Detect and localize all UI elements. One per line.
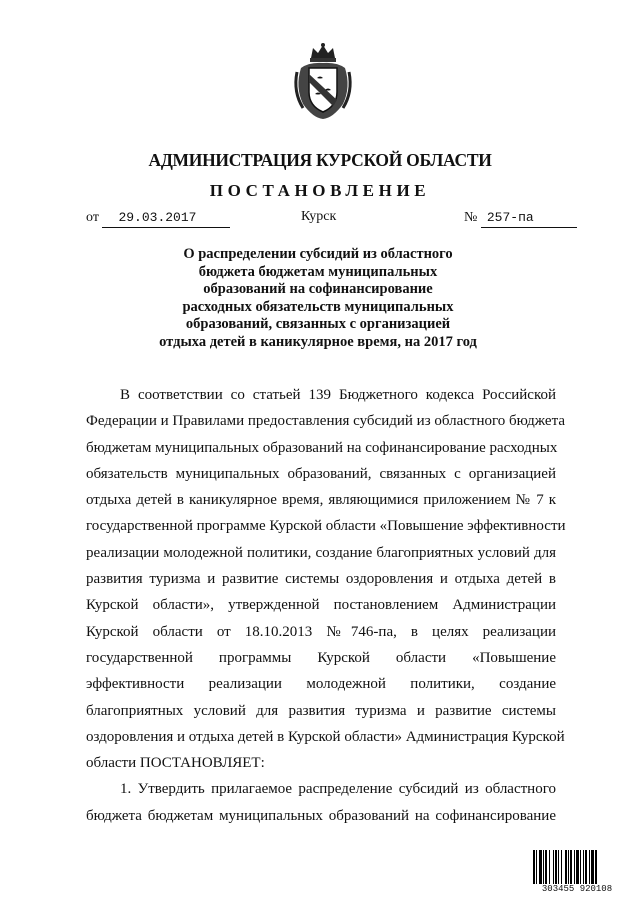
barcode-bar [536,850,537,886]
body-line: бюджета бюджетам муниципальных образований на софинансирование [86,807,556,824]
date-prefix: от [86,210,99,225]
barcode-bar [553,850,554,886]
body-line: области ПОСТАНОВЛЯЕТ: [86,755,265,772]
number-row [464,209,577,231]
document-subject [130,246,506,351]
barcode-bar [561,850,562,886]
barcode-bar [533,850,535,886]
subject-line: образований, связанных с организацией [185,316,451,332]
barcode-bar [585,850,587,886]
subject-line: О распределении субсидий из областного [183,246,453,262]
body-line: бюджетам муниципальных образований на софинансирование расходных [86,439,558,456]
barcode-bar [558,850,559,886]
barcode-bar [580,850,581,886]
body-line: Курской области», утвержденной постановлением Администрации [86,597,556,614]
barcode-bar [591,850,594,886]
subject-line: бюджета бюджетам муниципальных [198,263,438,280]
document-type: ПОСТАНОВЛЕНИЕ [209,181,431,200]
barcode-bar [555,850,557,886]
body-line: благоприятных условий для развития туризма и развитие системы [86,702,556,719]
body-line: Федерации и Правилами предоставления субсидий из областного бюджета [86,413,565,430]
barcode-bar [574,850,575,886]
body-line: оздоровления и отдыха детей в Курской области» Администрация Курской [86,728,565,745]
barcode-number: 303455 920108 [532,884,622,894]
barcode-bar [568,850,569,886]
organization-title: АДМИНИСТРАЦИЯ КУРСКОЙ ОБЛАСТИ [148,150,492,170]
document-city: Курск [301,209,337,224]
number-prefix: № [464,210,478,225]
body-line: реализации молодежной политики, создание благоприятных условий для [86,544,556,561]
document-body [86,382,566,829]
body-line: эффективности реализации молодежной политики, создание [86,676,556,693]
barcode-bar [565,850,567,886]
barcode-bar [576,850,579,886]
barcode-bar [543,850,544,886]
date-row [86,209,230,231]
barcode-bar [549,850,550,886]
barcode-bar [545,850,547,886]
body-line: отдыха детей в каникулярное время, являющимися приложением № 7 к [86,492,556,509]
body-line: 1. Утвердить прилагаемое распределение субсидий из областного [120,781,556,798]
subject-line: отдыха детей в каникулярное время, на 2017 год [159,333,477,350]
coat-of-arms-icon [291,42,355,120]
document-date: 29.03.2017 [102,209,230,228]
body-line: государственной программе Курской области «Повышение эффективности [86,518,566,535]
barcode-bar [583,850,584,886]
barcode-bar [570,850,572,886]
body-line: В соответствии со статьей 139 Бюджетного кодекса Российской [120,387,556,403]
barcode-bar [589,850,590,886]
document-number: 257-па [481,209,577,228]
barcode-bar [595,850,597,886]
body-line: Курской области от 18.10.2013 №746-па, в целях реализации [86,623,556,640]
body-line: обязательств муниципальных образований, связанных с организацией [86,465,556,482]
body-line: развития туризма и развитие системы оздоровления и отдыха детей в [86,571,556,588]
barcode-icon [532,850,622,894]
subject-line: расходных обязательств муниципальных [182,298,454,315]
subject-line: образований на софинансирование [203,281,433,297]
body-line: государственной программы Курской области «Повышение [86,649,556,666]
barcode-bar [539,850,542,886]
